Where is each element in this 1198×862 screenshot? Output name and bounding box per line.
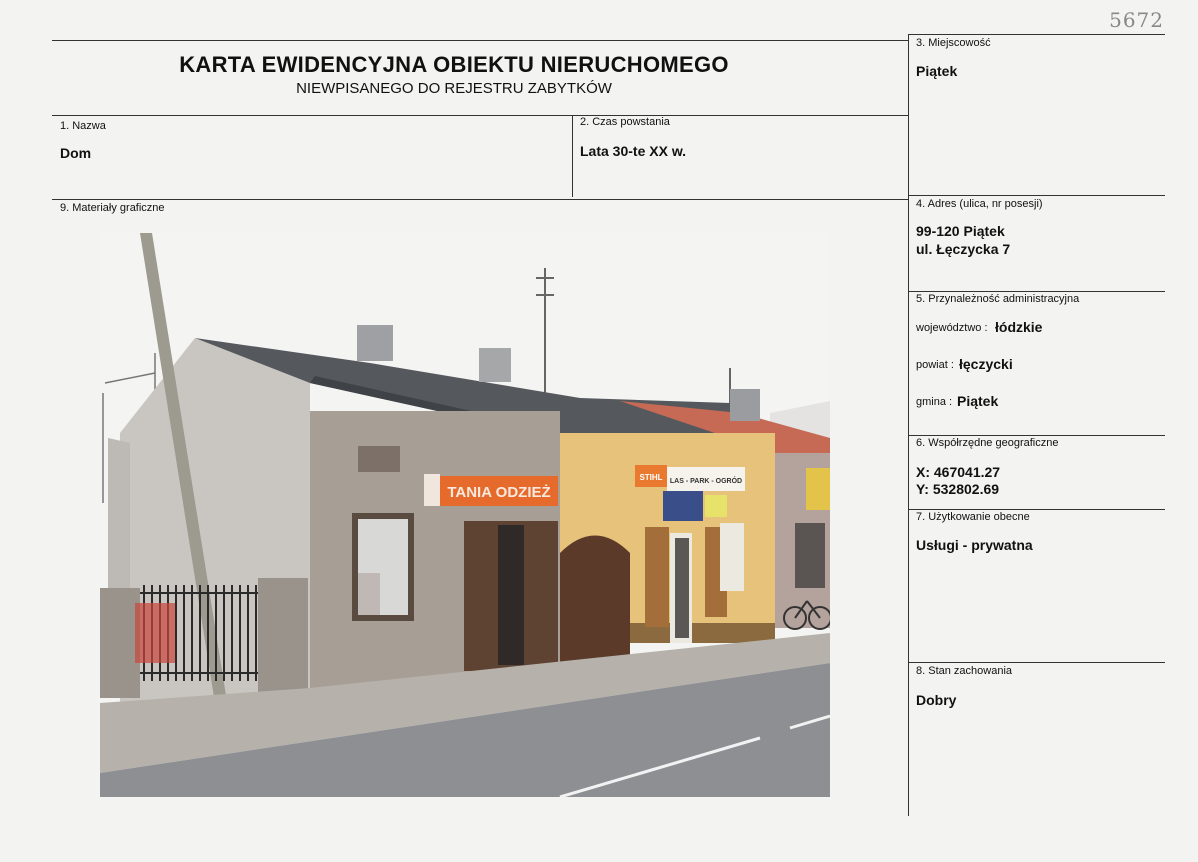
coordinate-y: Y: 532802.69 xyxy=(916,481,1000,497)
address-line-2: ul. Łęczycka 7 xyxy=(916,241,1011,257)
column-divider xyxy=(908,34,909,816)
right-line-5 xyxy=(908,662,1165,663)
commune-label: gmina : xyxy=(916,396,953,408)
name-date-divider xyxy=(572,115,573,197)
coordinates-label: 6. Współrzędne geograficzne xyxy=(916,437,1059,449)
name-value: Dom xyxy=(60,145,92,161)
right-line-2 xyxy=(908,291,1165,292)
photo-sign-shop: LAS - PARK - OGRÓD xyxy=(669,478,743,485)
locality-label: 3. Miejscowość xyxy=(916,37,991,49)
graphic-materials-label: 9. Materiały graficzne xyxy=(60,202,165,214)
county-label: powiat : xyxy=(916,359,954,371)
frame-top-left-line xyxy=(52,40,908,41)
voivodeship-label: województwo : xyxy=(916,322,988,334)
address-line-1: 99-120 Piątek xyxy=(916,223,1005,239)
condition-label: 8. Stan zachowania xyxy=(916,665,1013,677)
right-line-4 xyxy=(908,509,1165,510)
condition-value: Dobry xyxy=(916,692,957,708)
info-bottom-line xyxy=(52,199,908,200)
photo-sign-stihl: STIHL xyxy=(639,473,663,482)
card-title: KARTA EWIDENCYJNA OBIEKTU NIERUCHOMEGO xyxy=(179,52,729,77)
date-label: 2. Czas powstania xyxy=(580,116,670,128)
county-value: łęczycki xyxy=(959,356,1013,372)
coordinate-x: X: 467041.27 xyxy=(916,464,1001,480)
card-subtitle: NIEWPISANEGO DO REJESTRU ZABYTKÓW xyxy=(296,80,612,97)
locality-value: Piątek xyxy=(916,63,958,79)
usage-value: Usługi - prywatna xyxy=(916,537,1033,553)
name-label: 1. Nazwa xyxy=(60,120,106,132)
archive-number-stamp: 5672 xyxy=(1109,8,1164,32)
header-bottom-line xyxy=(52,115,908,116)
date-value: Lata 30-te XX w. xyxy=(580,143,687,159)
right-line-1 xyxy=(908,195,1165,196)
photo-sign-main: TANIA ODZIEŻ xyxy=(447,484,551,501)
commune-value: Piątek xyxy=(957,393,999,409)
administrative-label: 5. Przynależność administracyjna xyxy=(916,293,1080,305)
frame-top-right-line xyxy=(908,34,1165,35)
usage-label: 7. Użytkowanie obecne xyxy=(916,511,1030,523)
building-photo xyxy=(100,233,830,797)
right-line-3 xyxy=(908,435,1165,436)
address-label: 4. Adres (ulica, nr posesji) xyxy=(916,198,1043,210)
voivodeship-value: łódzkie xyxy=(995,319,1043,335)
